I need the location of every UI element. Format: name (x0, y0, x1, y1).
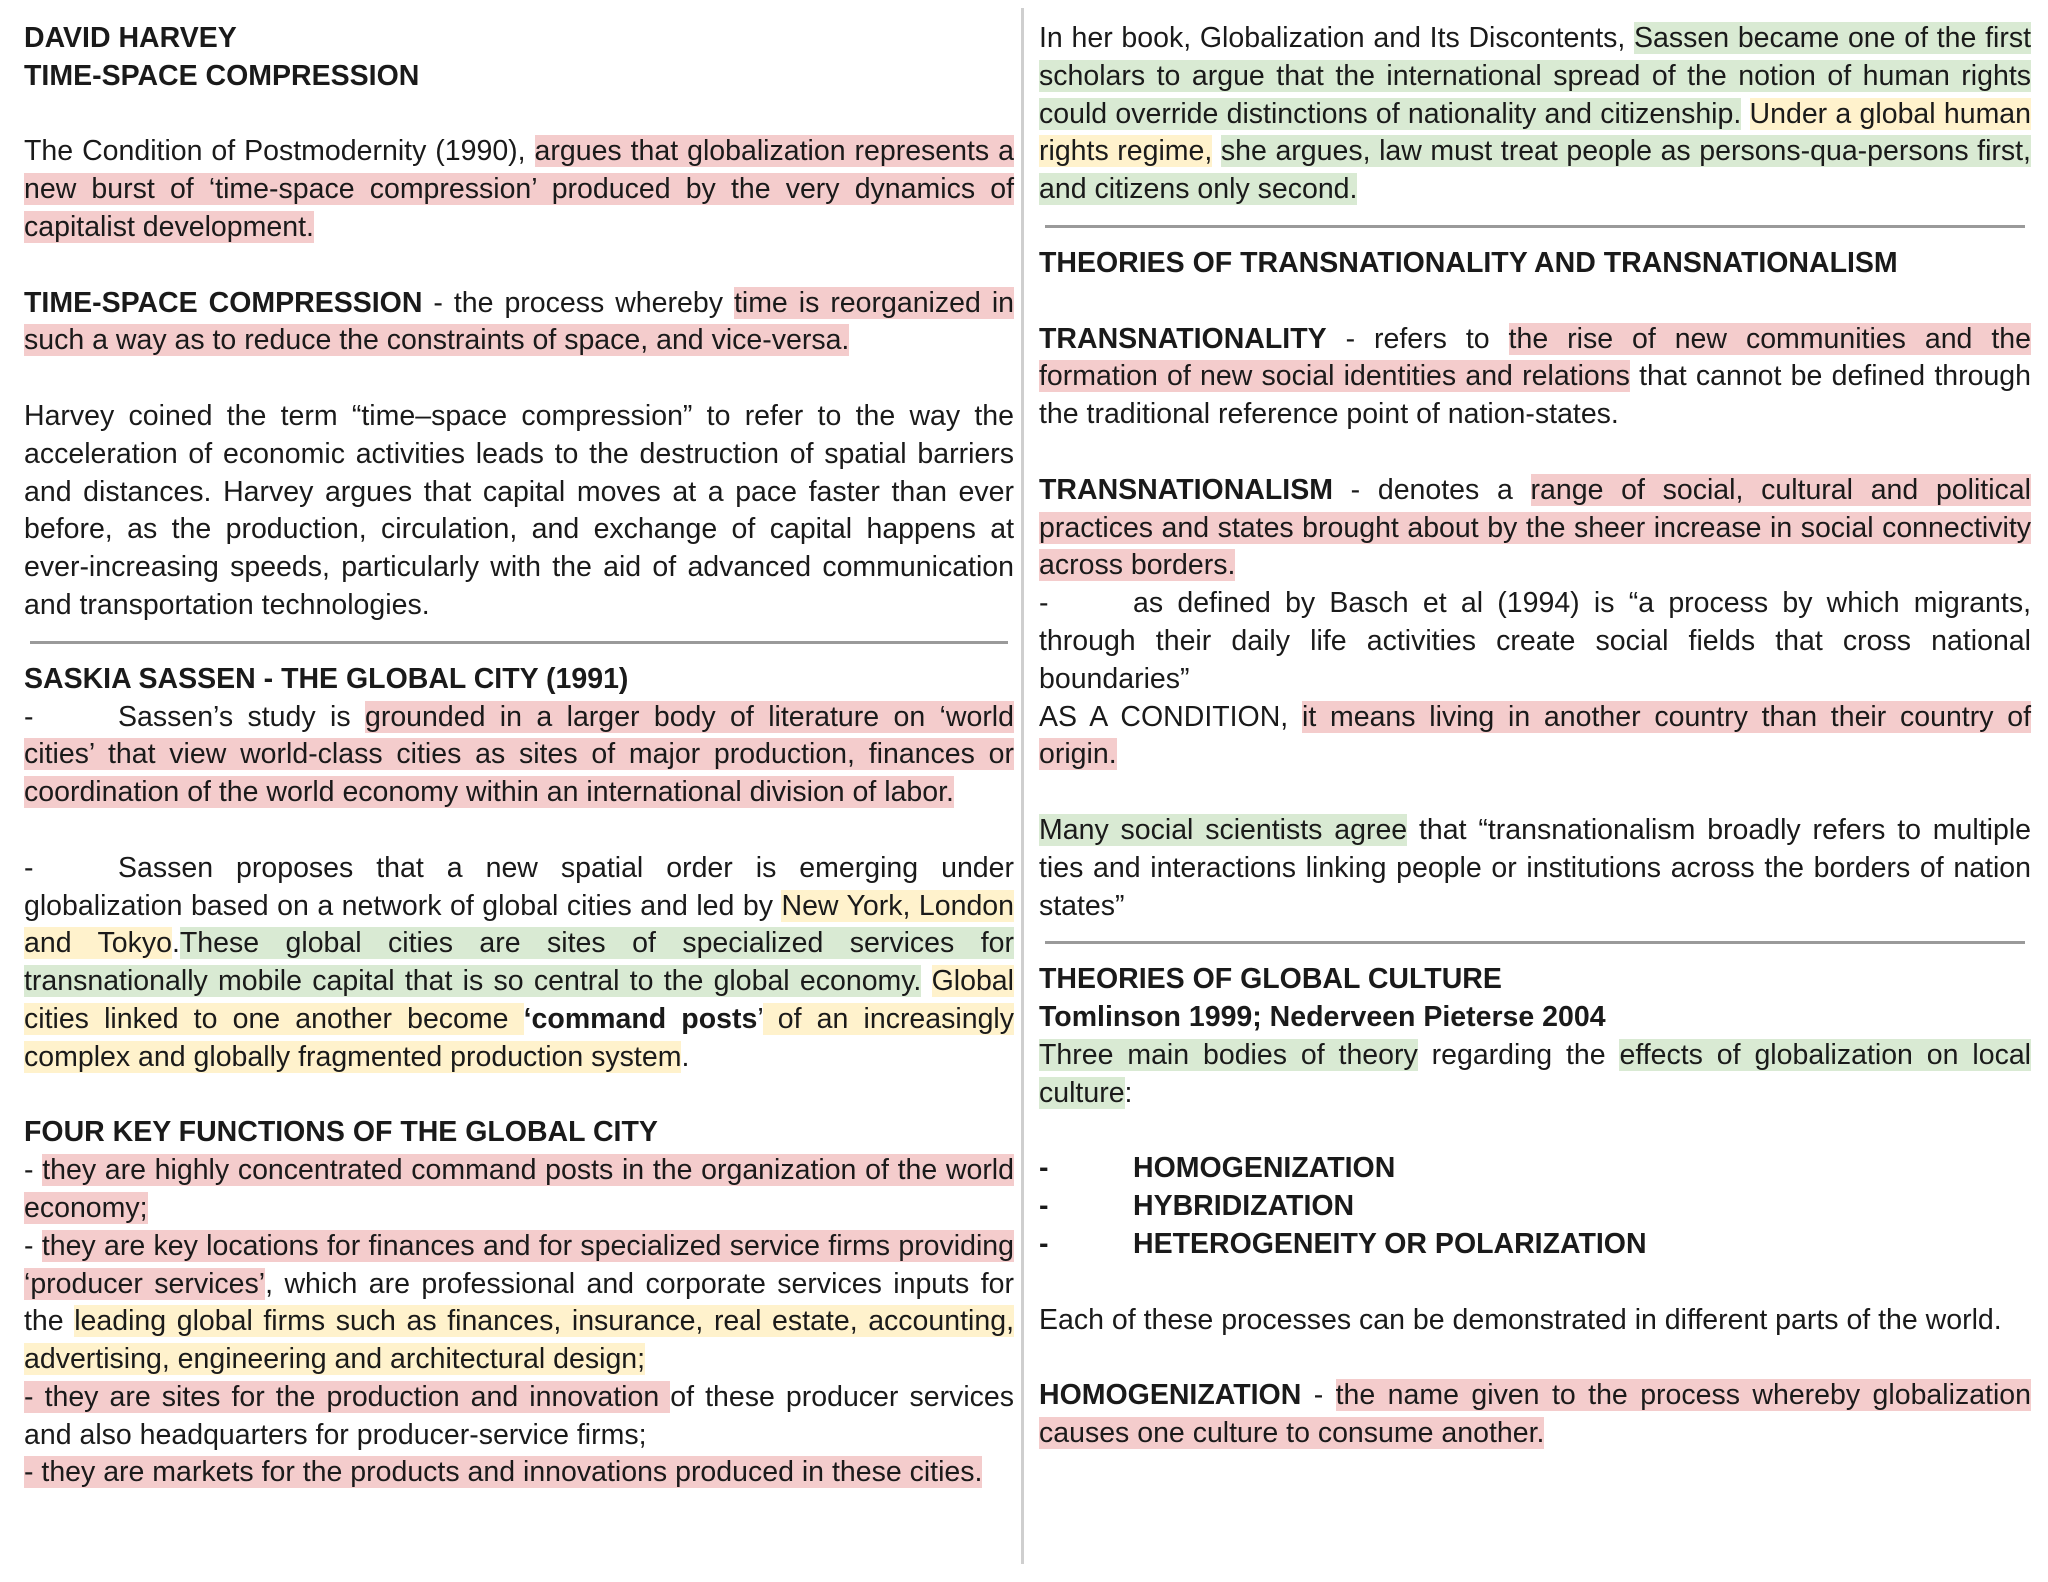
highlight-green: she argues, law must treat people as persons-qua-persons first, and citizens only second. (1039, 135, 2031, 206)
function-1: - they are highly concentrated command posts in the organization of the world economy; (24, 1154, 1014, 1224)
function-3: - they are sites for the production and innovation of these producer services and also headquarters for producer-service firms; (24, 1380, 1014, 1451)
culture-subheading: Tomlinson 1999; Nederveen Pieterse 2004 (1039, 1001, 1606, 1034)
transnationality-definition: TRANSNATIONALITY - refers to the rise of new communities and the formation of new social identities and relations that cannot be defined through the traditional reference point of nation-states. (1039, 322, 2032, 431)
scientists-paragraph: Many social scientists agree that “transnationalism broadly refers to multiple ties and interactions linking people or institutions across the borders of nation states” (1039, 813, 2031, 922)
highlight-red: the rise of new communities and the formation of new social identities and relations (1039, 322, 2031, 393)
highlight-red: it means living in another country than their country of origin. (1039, 700, 2031, 771)
list-item: - HETEROGENEITY OR POLARIZATION (1039, 1227, 1647, 1260)
highlight-yellow: Under a global human rights regime, (1039, 97, 2032, 168)
time-space-definition: TIME-SPACE COMPRESSION - the process whereby time is reorganized in such a way as to reduce the constraints of space, and vice-versa. (24, 286, 1014, 357)
highlight-red: - they are sites for the production and innovation (24, 1380, 671, 1413)
sassen-point-2: - Sassen proposes that a new spatial order is emerging under globalization based on a network of global cities and led by New York, London and Tokyo.These global cities are sites of specialized services for transnationally mobile capital that is so central to the global economy. Global cities linked to one another become ‘command posts’ of an increasingly complex and globally fragmented production system. (24, 851, 1015, 1073)
harvey-paragraph: The Condition of Postmodernity (1990), argues that globalization represents a new burst of ‘time-space compression’ produced by the very dynamics of capitalist development. (24, 135, 1014, 243)
condition-definition: AS A CONDITION, it means living in another country than their country of origin. (1039, 700, 2031, 771)
definition-term: HOMOGENIZATION (1039, 1379, 1302, 1412)
highlight-green: Sassen became one of the first scholars to argue that the international spread of the notion of human rights could override distinctions of nationality and citizenship. (1039, 22, 2031, 130)
sassen-point-1: - Sassen’s study is grounded in a larger body of literature on ‘world cities’ that view world-class cities as sites of major production, finances or coordination of the world economy within an international division of labor. (24, 700, 1014, 809)
highlight-yellow: New York, London and Tokyo (24, 889, 1015, 960)
definition-term: TRANSNATIONALITY (1039, 322, 1327, 355)
topic-heading: TIME-SPACE COMPRESSION (24, 59, 420, 92)
highlight-red: - they are markets for the products and innovations produced in these cities. (24, 1456, 983, 1489)
highlight-red: argues that globalization represents a new burst of ‘time-space compression’ produced by the very dynamics of capitalist development. (24, 135, 1014, 243)
section-divider (1045, 225, 2025, 228)
right-column (1039, 20, 2031, 1453)
transnationalism-definition: TRANSNATIONALISM - denotes a range of social, cultural and political practices and states brought about by the sheer increase in social connectivity across borders. (1039, 473, 2031, 582)
definition-term: TRANSNATIONALISM (1039, 473, 1333, 506)
highlight-green: Three main bodies of theory (1039, 1038, 1418, 1071)
highlight-red: they are key locations for finances and for specialized service firms providing ‘producer services’ (24, 1229, 1014, 1300)
author-heading: DAVID HARVEY (24, 22, 237, 54)
highlight-red: the name given to the process whereby globalization causes one culture to consume another. (1039, 1379, 2031, 1449)
list-item: - HOMOGENIZATION (1039, 1152, 1396, 1185)
highlight-yellow: of an increasingly complex and globally fragmented production system (24, 1002, 1014, 1073)
functions-heading: FOUR KEY FUNCTIONS OF THE GLOBAL CITY (24, 1116, 658, 1149)
highlight-red: grounded in a larger body of literature on ‘world cities’ that view world-class cities as sites of major production, finances or coordination of the world economy within an international division of labor. (24, 700, 1014, 809)
highlight-green: Many social scientists agree (1039, 813, 1408, 846)
highlight-red: they are highly concentrated command posts in the organization of the world economy; (24, 1154, 1014, 1224)
highlight-yellow: Global cities linked to one another become (24, 965, 1014, 1035)
sassen-book-paragraph: In her book, Globalization and Its Discontents, Sassen became one of the first scholars to argue that the international spread of the notion of human rights could override distinctions of nationality and citizenship. Under a global human rights regime, she argues, law must treat people as persons-qua-persons first, and citizens only second. (1039, 22, 2032, 206)
definition-term: TIME-SPACE COMPRESSION (24, 286, 423, 319)
left-column (24, 20, 1014, 1492)
sassen-heading: SASKIA SASSEN - THE GLOBAL CITY (1991) (24, 662, 629, 695)
section-divider (1045, 941, 2025, 944)
function-2: - they are key locations for finances and for specialized service firms providing ‘producer services’, which are professional and corporate services inputs for the leading global firms such as finances, insurance, real estate, accounting, advertising, engineering and architectural design; (24, 1229, 1015, 1376)
culture-heading: THEORIES OF GLOBAL CULTURE (1039, 963, 1502, 996)
highlight-green: effects of globalization on local culture (1039, 1038, 2031, 1109)
highlight-red: time is reorganized in such a way as to reduce the constraints of space, and vice-versa. (24, 286, 1014, 357)
basch-definition: - as defined by Basch et al (1994) is “a process by which migrants, through their daily life activities create social fields that cross national boundaries” (1039, 587, 2031, 695)
list-item: - HYBRIDIZATION (1039, 1190, 1355, 1223)
harvey-explanation: Harvey coined the term “time–space compression” to refer to the way the acceleration of economic activities leads to the destruction of spatial barriers and distances. Harvey argues that capital moves at a pace faster than ever before, as the production, circulation, and exchange of capital happens at ever-increasing speeds, particularly with the aid of advanced communication and transportation technologies. (24, 399, 1014, 621)
function-4 (24, 1454, 1014, 1492)
column-divider (1021, 8, 1024, 1564)
culture-intro: Three main bodies of theory regarding the effects of globalization on local culture: (1039, 1038, 2031, 1109)
highlight-yellow: leading global firms such as finances, insurance, real estate, accounting, advertising, engineering and architectural design; (24, 1305, 1014, 1376)
transnational-heading: THEORIES OF TRANSNATIONALITY AND TRANSNATIONALISM (1039, 246, 1898, 279)
processes-paragraph: Each of these processes can be demonstrated in different parts of the world. (1039, 1303, 2002, 1336)
highlight-green: These global cities are sites of specialized services for transnationally mobile capital that is so central to the global economy. (24, 927, 1014, 998)
highlight-red: range of social, cultural and political practices and states brought about by the sheer increase in social connectivity across borders. (1039, 473, 2031, 582)
section-divider (30, 641, 1008, 644)
homogenization-definition: HOMOGENIZATION - the name given to the process whereby globalization causes one culture to consume another. (1039, 1379, 2031, 1449)
